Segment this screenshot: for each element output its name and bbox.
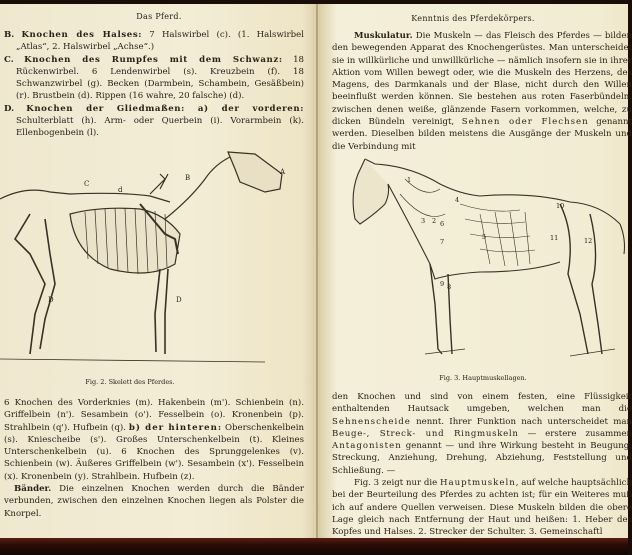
section-c-text: 18 Rückenwirbel. 6 Lendenwirbel (s). Kreuzbein (f). 18 Schwanzwirbel (g). Becken (Darmbein, Schambein, Gesäßbein) (r). Brustbein (d). Rippen (16 wahre, 20 falsche) (d). [16, 54, 304, 102]
tail [620, 224, 625, 254]
term-hauptmuskeln: Hauptmuskeln [439, 478, 516, 489]
continuation-text-1: den Knochen und sind von einem festen, eine Flüssigkeit enthaltenden Hautsack umgeben, welchen man die [332, 392, 632, 415]
muskulatur-body-2: genannt werden. Dieselben bilden meistens die Ausgänge der Muskeln und die Verbindung mit [332, 117, 632, 152]
baender-text: Die einzelnen Knochen werden durch die Bänder verbunden, zwischen den einzelnen Knochen liegen als Polster die Knorpel. [4, 484, 305, 519]
hind-heading: b) der hinteren: [128, 422, 223, 433]
continuation-front [4, 397, 304, 483]
label-d-hind: D [48, 296, 54, 304]
section-b [4, 29, 304, 54]
baender-paragraph [4, 483, 304, 520]
muskulatur-heading: Muskulatur. [354, 31, 413, 41]
section-d [4, 103, 304, 140]
section-c-label: C. [4, 54, 14, 65]
term-sehnenscheide: Sehnenscheide [332, 416, 411, 427]
continuation-text-2: nennt. Ihrer Funktion nach unterscheidet man [416, 416, 632, 427]
neck-vertebrae [165, 156, 232, 219]
section-b-heading: Knochen des Halses: [21, 30, 143, 40]
section-b-label: B. [4, 30, 15, 40]
front-legs [155, 269, 168, 354]
muscle-text-bottom [332, 391, 632, 539]
figure-3-caption: Fig. 3. Hauptmuskellagen. [439, 374, 527, 382]
muskulatur-paragraph [332, 30, 632, 153]
fig3-text-1: Fig. 3 zeigt nur die [354, 478, 438, 489]
section-c-heading: Knochen des Rumpfes mit dem Schwanz: [24, 54, 283, 65]
skull [228, 152, 282, 192]
baender-heading: Bänder. [14, 484, 52, 495]
term-antagonisten: Antagonisten [332, 441, 402, 452]
bones-text-top [4, 29, 304, 140]
continuation-text-3: — erstere zusammen [527, 428, 632, 439]
left-page [0, 4, 318, 540]
ground-line [0, 359, 265, 362]
section-d-label: D. [4, 103, 15, 114]
muscle-label-9: 9 [440, 280, 445, 288]
section-b-text: 7 Halswirbel (c). (1. Halswirbel „Atlas“, 2. Halswirbel „Achse“.) [16, 30, 305, 53]
right-page [318, 4, 632, 540]
term-sehnen: Sehnen oder Flechsen [461, 117, 589, 128]
muscle-label-8: 8 [447, 283, 452, 291]
running-head-left: Das Pferd. [136, 12, 182, 21]
section-d-text: Schulterblatt (h). Arm- oder Querbein (i). Vorarmbein (k). Ellenbogenbein (l). [16, 116, 304, 139]
neck-chest-outline [388, 184, 560, 279]
muscle-label-7: 7 [440, 238, 445, 246]
book-bottom-edge [0, 538, 628, 555]
label-a: A [280, 168, 286, 176]
head [353, 159, 388, 224]
hind-legs [560, 204, 602, 354]
muscle-figure [330, 144, 626, 369]
muscle-label-12: 12 [584, 237, 593, 245]
muscle-label-11: 11 [550, 234, 559, 242]
fig3-text-2: , auf welche hauptsächlich bei der Beurteilung des Pferdes zu achten ist; für ein Weiteres muß ich auf andere Quellen verweisen. Diese Muskeln bilden die obere Lage gleich nach Entfernung der Haut und heißen: 1. Heber des Kopfes und Halses. 2. Strecker der Schulter. 3. Gemeinschaftl [332, 478, 632, 538]
label-d-front: D [176, 296, 182, 304]
figure-2-caption: Fig. 2. Skelett des Pferdes. [85, 378, 175, 386]
term-muskeln: Beuge-, Streck- und Ringmuskeln [332, 428, 519, 439]
running-head-right: Kenntnis des Pferdekörpers. [411, 14, 535, 23]
muscle-label-6: 6 [440, 220, 445, 228]
muscle-label-10: 10 [556, 202, 565, 210]
muscle-label-2: 2 [432, 217, 437, 225]
muscle-label-5: 5 [482, 233, 487, 241]
back-outline [365, 159, 620, 224]
label-d-small: d [118, 186, 123, 194]
label-b: B [185, 174, 191, 182]
continuation-text-4: genannt — und ihre Wirkung besteht in Beugung, Streckung, Anziehung, Drehung, Abziehung, Feststellung und Schließung. — [332, 441, 632, 476]
hind-legs [15, 214, 55, 354]
muscle-label-4: 4 [455, 196, 460, 204]
withers [150, 174, 168, 194]
bones-text-bottom [4, 397, 304, 520]
skeleton-figure [0, 144, 310, 369]
muskulatur-body: Die Muskeln — das Fleisch des Pferdes — bilden den bewegenden Apparat des Knochengerüstes. Man unterscheidet sie in willkürliche und unwillkürliche — nämlich insofern sie in ihrer Aktion vom Willen bewegt oder, wie die Muskeln des Herzens, des Magens, des Darmkanals und der Blase, nicht durch den Willen beeinflußt werden können. Sie bestehen aus roten Faserbündeln, zwischen denen weiße, glänzende Fasern vorkommen, welche, zu dicken Bündeln vereinigt, [332, 31, 632, 128]
spine-line [0, 190, 170, 202]
section-c [4, 54, 304, 103]
label-c: C [84, 180, 90, 188]
muscle-label-3: 3 [421, 217, 426, 225]
front-bones-text: 6 Knochen des Vorderknies (m). Hakenbein (m'). Schienbein (n). Griffelbein (n'). Sesambein (o'). Fesselbein (o). Kronenbein (p). Strahlbein (q'). Hufbein (q). [4, 398, 304, 433]
hind-bones-text: Oberschenkelbein (s). Kniescheibe (s'). Großes Unterschenkelbein (t). Kleines Unterschenkelbein (u). 6 Knochen des Sprunggelenkes (v). Schienbein (w). Äußeres Griffelbein (w'). Sesambein (x'). Fesselbein (x). Kronenbein (y). Strahlbein. Hufbein (z). [4, 422, 305, 482]
muscle-label-1: 1 [407, 176, 412, 184]
sehnenscheide-paragraph [332, 391, 632, 477]
fig3-paragraph [332, 477, 632, 538]
section-d-heading: Knochen der Gliedmaßen: a) der vorderen: [26, 103, 304, 114]
muskulatur-text [332, 30, 632, 153]
